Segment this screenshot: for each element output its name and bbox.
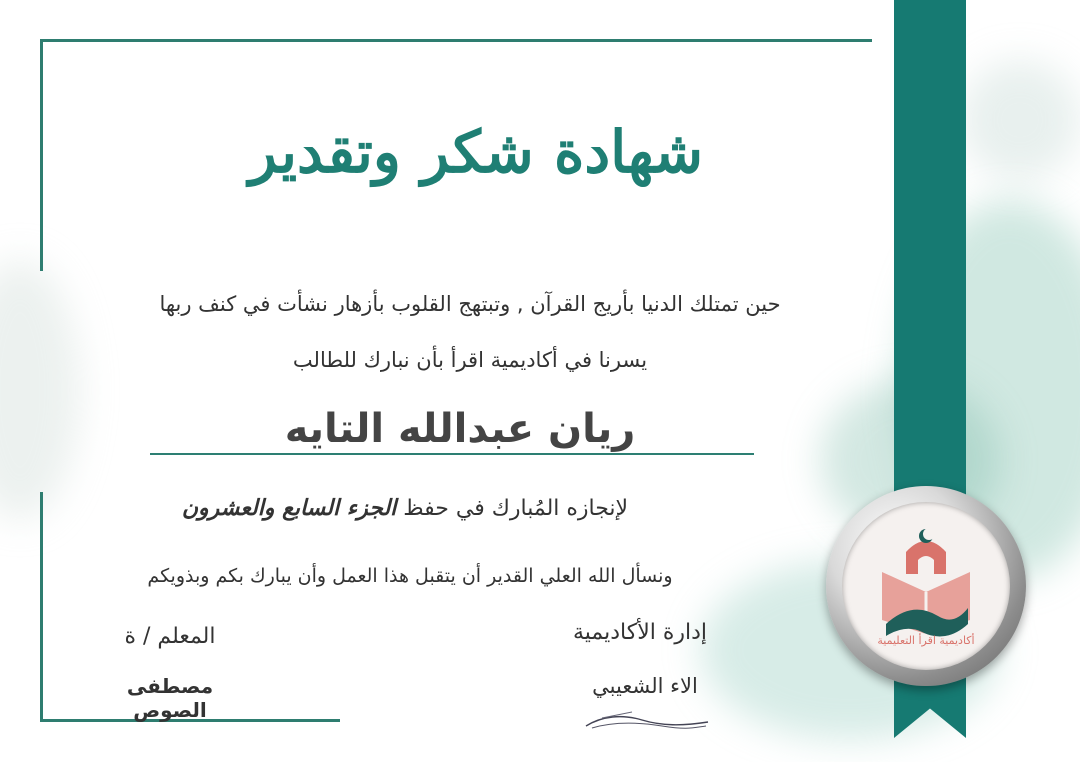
seal-text: أكاديمية اقرأ التعليمية (877, 634, 975, 647)
watercolor-splash-left (0, 260, 80, 520)
prayer-line: ونسأل الله العلي القدير أن يتقبل هذا العمل وأن يبارك بكم وبذويكم (147, 565, 673, 587)
frame-left-line-upper (40, 39, 43, 271)
teacher-name: مصطفى الصوص (126, 674, 214, 722)
certificate-title: شهادة شكر وتقدير (248, 118, 704, 186)
achievement-prefix: لإنجازه المُبارك في حفظ (403, 496, 629, 521)
achievement-line (100, 496, 710, 521)
intro-line-2: يسرنا في أكاديمية اقرأ بأن نبارك للطالب (292, 348, 648, 372)
watercolor-splash-topright (960, 60, 1080, 180)
student-name: ريان عبدالله التايه (284, 406, 636, 452)
seal-inner (842, 502, 1010, 670)
achievement-highlight: الجزء السابع والعشرون (181, 496, 397, 521)
teacher-label: المعلم / ة (124, 624, 216, 649)
name-underline (150, 453, 754, 455)
intro-line-1: حين تمتلك الدنيا بأريج القرآن , وتبتهج القلوب بأزهار نشأت في كنف ربها (159, 292, 781, 316)
admin-name: الاء الشعيبي (592, 674, 698, 698)
frame-left-line-lower (40, 492, 43, 722)
admin-label: إدارة الأكاديمية (572, 620, 708, 645)
signature-image (582, 706, 712, 734)
frame-top-line (40, 39, 872, 42)
academy-seal (826, 486, 1026, 686)
